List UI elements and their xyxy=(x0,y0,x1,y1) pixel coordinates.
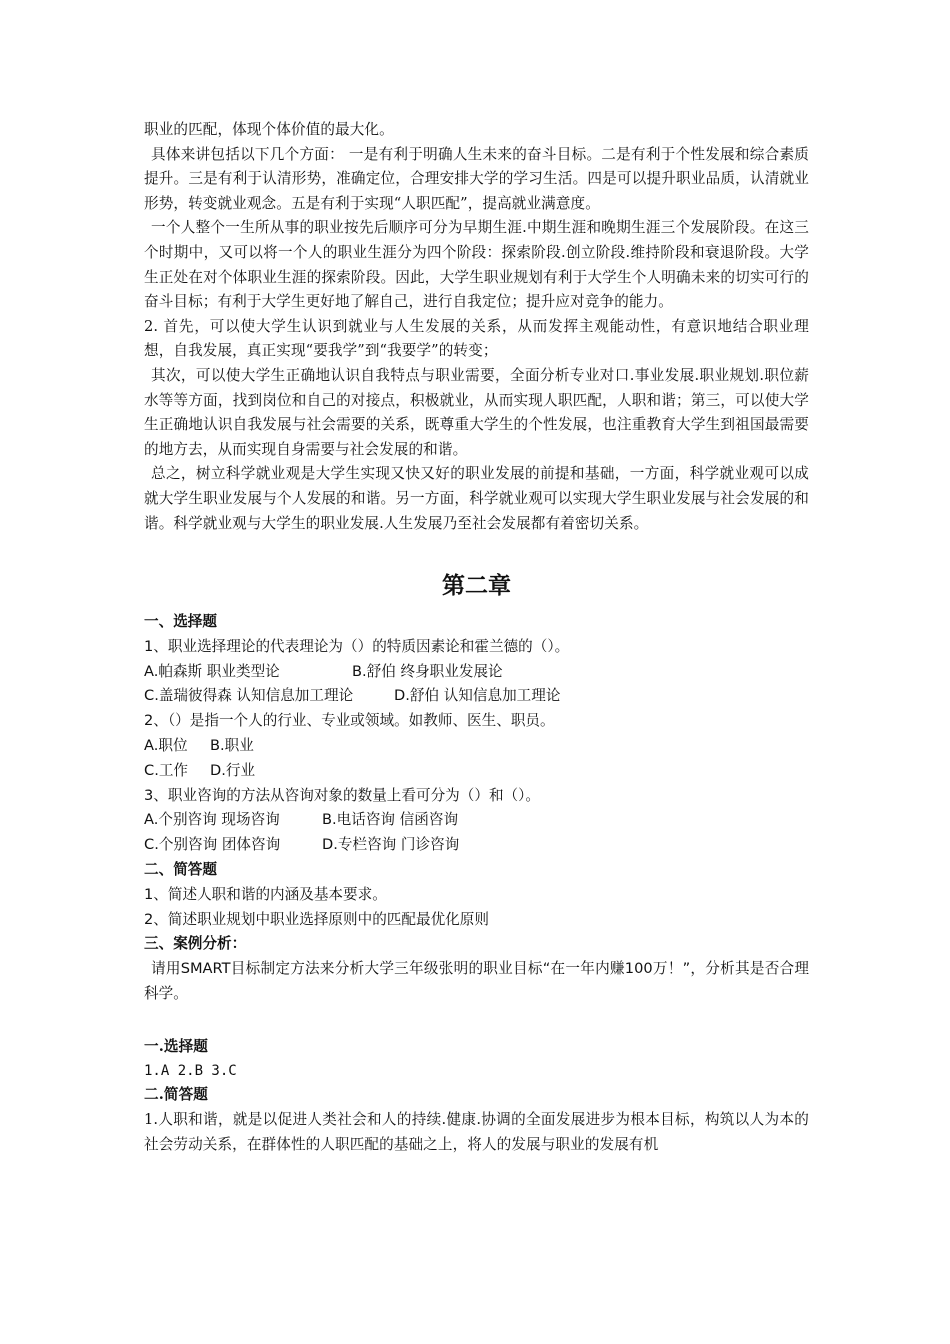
option-c: C.盖瑞彼得森 认知信息加工理论 xyxy=(144,687,354,705)
answers-block xyxy=(144,1035,809,1157)
answer-list: 1.A 2.B 3.C xyxy=(144,1063,237,1080)
short-question: 2、简述职业规划中职业选择原则中的匹配最优化原则 xyxy=(144,910,489,928)
option-c: C.工作 xyxy=(144,761,189,779)
option-d: D.行业 xyxy=(210,761,256,779)
paragraph: 2. 首先，可以使大学生认识到就业与人生发展的关系，从而发挥主观能动性，有意识地结合职业理想，自我发展，真正实现“要我学”到“我要学”的转变； xyxy=(144,317,809,360)
option-d: D.专栏咨询 门诊咨询 xyxy=(322,836,460,854)
option-b: B.职业 xyxy=(210,737,254,755)
answer-section-heading: 一.选择题 xyxy=(144,1037,208,1055)
blank-line xyxy=(144,1007,809,1031)
section-heading: 二、简答题 xyxy=(144,861,217,879)
option-a: A.职位 xyxy=(144,737,188,755)
continued-text-block xyxy=(144,118,809,536)
answer-section-heading: 二.简答题 xyxy=(144,1086,208,1104)
short-question: 1、简述人职和谐的内涵及基本要求。 xyxy=(144,885,387,903)
option-a: A.帕森斯 职业类型论 xyxy=(144,662,280,680)
section-heading: 一、选择题 xyxy=(144,613,217,631)
paragraph: 其次，可以使大学生正确地认识自我特点与职业需要，全面分析专业对口.事业发展.职业规划.职位薪水等等方面，找到岗位和自己的对接点，积极就业，从而实现人职匹配，人职和谐；第三，可以使大学生正确地认识自我发展与社会需要的关系，既尊重大学生的个性发展，也注重教育大学生到祖国最需要的地方去，从而实现自身需要与社会发展的和谐。 xyxy=(144,366,809,458)
question-text: 3、职业咨询的方法从咨询对象的数量上看可分为（）和（）。 xyxy=(144,786,541,804)
paragraph: 总之，树立科学就业观是大学生实现又快又好的职业发展的前提和基础，一方面，科学就业观可以成就大学生职业发展与个人发展的和谐。另一方面，科学就业观可以实现大学生职业发展与社会发展的和谐。科学就业观与大学生的职业发展.人生发展乃至社会发展都有着密切关系。 xyxy=(144,465,809,532)
question-text: 2、（）是指一个人的行业、专业或领域。如教师、医生、职员。 xyxy=(144,712,555,730)
section-heading: 三、案例分析： xyxy=(144,935,247,953)
option-b: B.电话咨询 信函咨询 xyxy=(322,811,459,829)
options-row xyxy=(144,734,809,759)
case-text: 请用SMART目标制定方法来分析大学三年级张明的职业目标“在一年内赚100万！”，分析其是否合理科学。 xyxy=(144,960,809,1003)
chapter-title: 第二章 xyxy=(442,572,511,600)
exercise-block xyxy=(144,610,809,1007)
paragraph: 具体来讲包括以下几个方面： 一是有利于明确人生未来的奋斗目标。二是有利于个性发展和综合素质提升。三是有利于认清形势，准确定位，合理安排大学的学习生活。四是可以提升职业品质，认清就业形势，转变就业观念。五是有利于实现“人职匹配”，提高就业满意度。 xyxy=(144,145,809,212)
option-b: B.舒伯 终身职业发展论 xyxy=(352,662,503,680)
question-text: 1、职业选择理论的代表理论为（）的特质因素论和霍兰德的（）。 xyxy=(144,637,570,655)
answer-text: 1.人职和谐，就是以促进人类社会和人的持续.健康.协调的全面发展进步为根本目标，构筑以人为本的社会劳动关系，在群体性的人职匹配的基础之上，将人的发展与职业的发展有机 xyxy=(144,1111,809,1153)
option-a: A.个别咨询 现场咨询 xyxy=(144,811,280,829)
options-row xyxy=(144,833,809,858)
option-c: C.个别咨询 团体咨询 xyxy=(144,836,281,854)
options-row xyxy=(144,808,809,833)
options-row xyxy=(144,759,809,784)
option-d: D.舒伯 认知信息加工理论 xyxy=(394,687,561,705)
options-row xyxy=(144,660,809,685)
page-content xyxy=(144,118,809,1157)
options-row xyxy=(144,684,809,709)
paragraph: 一个人整个一生所从事的职业按先后顺序可分为早期生涯.中期生涯和晚期生涯三个发展阶段。在这三个时期中，又可以将一个人的职业生涯分为四个阶段：探索阶段.创立阶段.维持阶段和衰退阶段。大学生正处在对个体职业生涯的探索阶段。因此，大学生职业规划有利于大学生个人明确未来的切实可行的奋斗目标；有利于大学生更好地了解自己，进行自我定位；提升应对竞争的能力。 xyxy=(144,219,809,311)
paragraph: 职业的匹配，体现个体价值的最大化。 xyxy=(144,121,394,138)
